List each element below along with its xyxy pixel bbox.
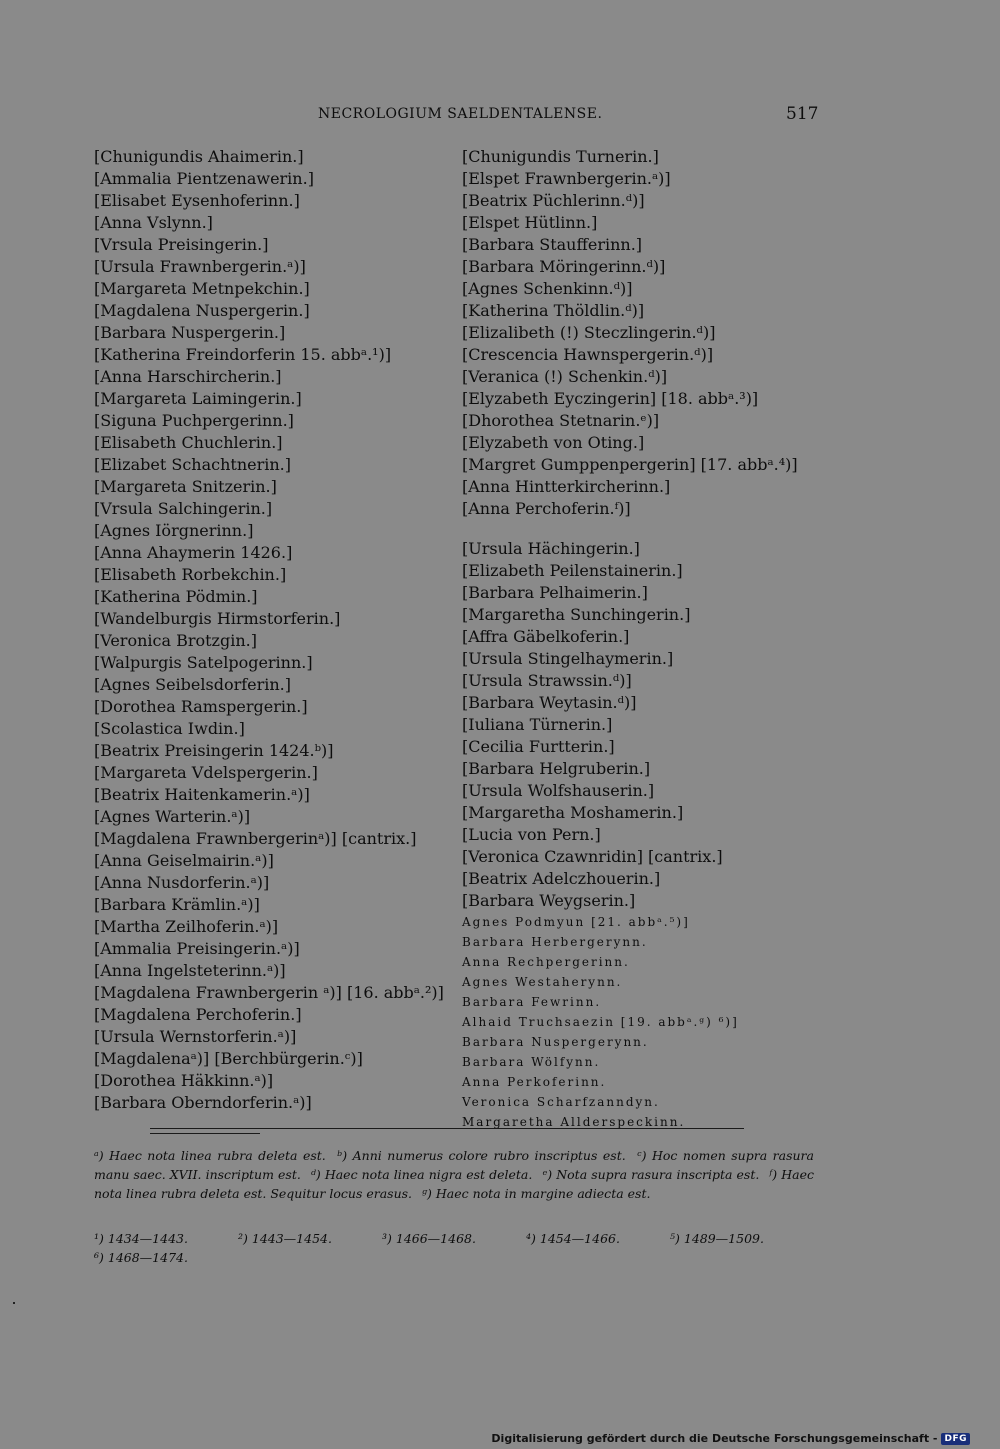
- year-note: ³) 1466—1468.: [382, 1231, 476, 1246]
- necrology-entry: [Margret Gumppenpergerin] [17. abbᵃ.⁴)]: [462, 455, 798, 474]
- dfg-logo-icon: DFG: [941, 1433, 970, 1445]
- necrology-entry: [Ursula Stingelhaymerin.]: [462, 649, 674, 668]
- necrology-entry: [Margareta Vdelspergerin.]: [94, 763, 318, 782]
- credit-text: Digitalisierung gefördert durch die Deutsche Forschungsgemeinschaft -: [491, 1432, 938, 1445]
- necrology-entry: [Ursula Wernstorferin.ᵃ)]: [94, 1027, 297, 1046]
- necrology-entry: [Anna Harschircherin.]: [94, 367, 282, 386]
- necrology-entry: [Barbara Staufferinn.]: [462, 235, 643, 254]
- footnote-d: ᵈ) Haec nota linea nigra est deleta.: [310, 1167, 533, 1182]
- necrology-entry: Barbara Nuspergerynn.: [462, 1035, 649, 1049]
- necrology-entry: [Beatrix Adelczhouerin.]: [462, 869, 661, 888]
- necrology-entry: [Lucia von Pern.]: [462, 825, 601, 844]
- necrology-entry: [Elspet Frawnbergerin.ᵃ)]: [462, 169, 671, 188]
- necrology-entry: [Elspet Hütlinn.]: [462, 213, 598, 232]
- necrology-entry: [Barbara Pelhaimerin.]: [462, 583, 648, 602]
- necrology-entry: [Elizabeth Peilenstainerin.]: [462, 561, 683, 580]
- necrology-entry: [Elyzabeth von Oting.]: [462, 433, 645, 452]
- necrology-entry: [Margareta Metnpekchin.]: [94, 279, 310, 298]
- necrology-entry: [Cecilia Furtterin.]: [462, 737, 615, 756]
- necrology-entry: [Ammalia Preisingerin.ᵃ)]: [94, 939, 300, 958]
- footnote-b: ᵇ) Anni numerus colore rubro inscriptus est.: [337, 1148, 626, 1163]
- necrology-entry: [Veranica (!) Schenkin.ᵈ)]: [462, 367, 668, 386]
- necrology-entry: [Magdalenaᵃ)] [Berchbürgerin.ᶜ)]: [94, 1049, 363, 1068]
- footnote-g: ᵍ) Haec nota in margine adiecta est.: [422, 1186, 651, 1201]
- necrology-entry: [Barbara Krämlin.ᵃ)]: [94, 895, 260, 914]
- necrology-entry: [Barbara Möringerinn.ᵈ)]: [462, 257, 666, 276]
- necrology-entry: [Veronica Czawnridin] [cantrix.]: [462, 847, 723, 866]
- necrology-entry: [Elisabeth Chuchlerin.]: [94, 433, 283, 452]
- necrology-entry: [Vrsula Preisingerin.]: [94, 235, 269, 254]
- necrology-entry: [Anna Nusdorferin.ᵃ)]: [94, 873, 270, 892]
- necrology-entry: [Agnes Schenkinn.ᵈ)]: [462, 279, 633, 298]
- necrology-entry: [Martha Zeilhoferin.ᵃ)]: [94, 917, 279, 936]
- necrology-entry: [Margareta Laimingerin.]: [94, 389, 302, 408]
- necrology-entry: [Ammalia Pientzenawerin.]: [94, 169, 314, 188]
- necrology-entry: [Crescencia Hawnspergerin.ᵈ)]: [462, 345, 714, 364]
- year-note: ⁵) 1489—1509.: [670, 1231, 764, 1246]
- necrology-entry: [Magdalena Nuspergerin.]: [94, 301, 310, 320]
- necrology-entry: [Magdalena Frawnbergerinᵃ)] [cantrix.]: [94, 829, 417, 848]
- digitization-credit: [491, 1432, 970, 1445]
- necrology-entry: [Dorothea Ramspergerin.]: [94, 697, 308, 716]
- necrology-entry: [Anna Perchoferin.ᶠ)]: [462, 499, 631, 518]
- footnotes: [94, 1146, 814, 1203]
- necrology-entry: [462, 520, 798, 538]
- necrology-entry: [Magdalena Frawnbergerin ᵃ)] [16. abbᵃ.²)]: [94, 983, 444, 1002]
- necrology-entry: Barbara Wölfynn.: [462, 1055, 601, 1069]
- year-note: ⁴) 1454—1466.: [526, 1231, 620, 1246]
- page-number: 517: [786, 104, 819, 124]
- necrology-entry: Anna Rechpergerinn.: [462, 955, 630, 969]
- necrology-entry: [Veronica Brotzgin.]: [94, 631, 257, 650]
- necrology-entry: Alhaid Truchsaezin [19. abbᵃ.ᵍ) ⁶)]: [462, 1015, 739, 1029]
- footnote-f: ᶠ) Haec nota linea rubra deleta est. Sequitur locus erasus.: [94, 1167, 814, 1201]
- necrology-entry: [Scolastica Iwdin.]: [94, 719, 245, 738]
- necrology-entry: [Ursula Wolfshauserin.]: [462, 781, 655, 800]
- running-title: NECROLOGIUM SAELDENTALENSE.: [318, 106, 603, 122]
- necrology-entry: [Elizabet Schachtnerin.]: [94, 455, 291, 474]
- necrology-entry: Margaretha Allderspeckinn.: [462, 1115, 686, 1129]
- necrology-entry: [Agnes Seibelsdorferin.]: [94, 675, 292, 694]
- necrology-entry: [Elizalibeth (!) Steczlingerin.ᵈ)]: [462, 323, 716, 342]
- necrology-entry: Anna Perkoferinn.: [462, 1075, 607, 1089]
- necrology-entry: [Ursula Frawnbergerin.ᵃ)]: [94, 257, 306, 276]
- year-note: ¹) 1434—1443.: [94, 1231, 188, 1246]
- necrology-entry: [Walpurgis Satelpogerinn.]: [94, 653, 313, 672]
- footnote-rule-short: [150, 1133, 260, 1134]
- necrology-entry: [Katherina Pödmin.]: [94, 587, 258, 606]
- necrology-entry: [Margaretha Sunchingerin.]: [462, 605, 691, 624]
- footnote-e: ᵉ) Nota supra rasura inscripta est.: [542, 1167, 760, 1182]
- necrology-entry: [Anna Ahaymerin 1426.]: [94, 543, 293, 562]
- necrology-entry: [Barbara Oberndorferin.ᵃ)]: [94, 1093, 312, 1112]
- necrology-entry: Barbara Fewrinn.: [462, 995, 602, 1009]
- necrology-entry: [Wandelburgis Hirmstorferin.]: [94, 609, 341, 628]
- necrology-entry: [Elisabet Eysenhoferinn.]: [94, 191, 300, 210]
- necrology-entry: [Chunigundis Ahaimerin.]: [94, 147, 304, 166]
- necrology-entry: [Elisabeth Rorbekchin.]: [94, 565, 287, 584]
- necrology-entry: [Anna Hintterkircherinn.]: [462, 477, 671, 496]
- necrology-entry: Veronica Scharfzanndyn.: [462, 1095, 660, 1109]
- footnote-c: ᶜ) Hoc nomen supra rasura manu saec. XVII. inscriptum est.: [94, 1148, 814, 1182]
- necrology-entry: Agnes Podmyun [21. abbᵃ.⁵)]: [462, 915, 690, 929]
- necrology-entry: [Ursula Hächingerin.]: [462, 539, 640, 558]
- necrology-entry: [Beatrix Püchlerinn.ᵈ)]: [462, 191, 645, 210]
- necrology-entry: [Katherina Thöldlin.ᵈ)]: [462, 301, 645, 320]
- necrology-entry: [Magdalena Perchoferin.]: [94, 1005, 302, 1024]
- year-note: ²) 1443—1454.: [238, 1231, 332, 1246]
- right-column: [462, 146, 798, 1132]
- footnote-rule: [150, 1128, 744, 1129]
- necrology-entry: [Katherina Freindorferin 15. abbᵃ.¹)]: [94, 345, 392, 364]
- year-note: ⁶) 1468—1474.: [94, 1250, 188, 1265]
- necrology-entry: [Siguna Puchpergerinn.]: [94, 411, 294, 430]
- necrology-entry: [Dhorothea Stetnarin.ᵉ)]: [462, 411, 660, 430]
- necrology-entry: [Chunigundis Turnerin.]: [462, 147, 659, 166]
- necrology-entry: [Elyzabeth Eyczingerin] [18. abbᵃ.³)]: [462, 389, 759, 408]
- necrology-entry: [Margaretha Moshamerin.]: [462, 803, 684, 822]
- scan-speck: [13, 1302, 15, 1304]
- necrology-entry: [Anna Vslynn.]: [94, 213, 213, 232]
- necrology-entry: [Agnes Iörgnerinn.]: [94, 521, 254, 540]
- necrology-entry: [Iuliana Türnerin.]: [462, 715, 613, 734]
- necrology-entry: [Barbara Weygserin.]: [462, 891, 636, 910]
- necrology-entry: [Anna Ingelsteterinn.ᵃ)]: [94, 961, 286, 980]
- necrology-entry: [Barbara Weytasin.ᵈ)]: [462, 693, 637, 712]
- running-head: [0, 106, 1000, 130]
- necrology-entry: [Margareta Snitzerin.]: [94, 477, 277, 496]
- necrology-entry: Agnes Westaherynn.: [462, 975, 623, 989]
- necrology-entry: Barbara Herbergerynn.: [462, 935, 648, 949]
- left-column: [94, 146, 444, 1114]
- necrology-entry: [Vrsula Salchingerin.]: [94, 499, 273, 518]
- footnote-a: ᵃ) Haec nota linea rubra deleta est.: [94, 1148, 326, 1163]
- necrology-entry: [Barbara Nuspergerin.]: [94, 323, 286, 342]
- necrology-entry: [Agnes Warterin.ᵃ)]: [94, 807, 251, 826]
- necrology-entry: [Ursula Strawssin.ᵈ)]: [462, 671, 632, 690]
- necrology-entry: [Beatrix Preisingerin 1424.ᵇ)]: [94, 741, 334, 760]
- necrology-entry: [Beatrix Haitenkamerin.ᵃ)]: [94, 785, 310, 804]
- necrology-entry: [Affra Gäbelkoferin.]: [462, 627, 630, 646]
- necrology-entry: [Barbara Helgruberin.]: [462, 759, 651, 778]
- necrology-entry: [Anna Geiselmairin.ᵃ)]: [94, 851, 274, 870]
- year-notes: [94, 1229, 814, 1267]
- necrology-entry: [Dorothea Häkkinn.ᵃ)]: [94, 1071, 274, 1090]
